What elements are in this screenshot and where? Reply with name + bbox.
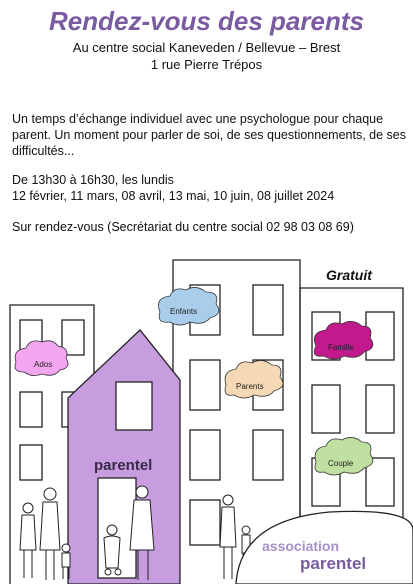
cloud-ados [15,341,68,376]
schedule [12,172,407,204]
svg-text:Couple: Couple [328,459,354,468]
address-line-2: 1 rue Pierre Trépos [150,57,263,72]
free-badge: Gratuit [326,267,372,283]
house-label: parentel [94,457,153,474]
description-paragraph: Un temps d’échange individuel avec une psychologue pour chaque parent. Un moment pour parler de soi, de ses questionnements, de ses difficultés... [12,112,406,158]
schedule-dates: 12 février, 11 mars, 08 avril, 13 mai, 10 juin, 08 juillet 2024 [12,189,335,203]
svg-text:Parents: Parents [236,382,264,391]
svg-text:Enfants: Enfants [170,307,198,316]
cloud-enfants [158,287,219,325]
svg-text:Famille: Famille [328,343,354,352]
association-parentel-logo [236,511,413,584]
schedule-time: De 13h30 à 16h30, les lundis [12,173,174,187]
poster-title: Rendez-vous des parents [49,6,364,36]
svg-text:association: association [262,538,340,554]
cloud-parents [225,360,283,398]
contact-info: Sur rendez-vous (Secrétariat du centre social 02 98 03 08 69) [12,220,354,234]
cloud-famille [314,321,373,359]
address-line-1: Au centre social Kaneveden / Bellevue – Brest [72,40,341,55]
svg-text:parentel: parentel [300,554,367,573]
cloud-couple [315,437,373,475]
buildings-illustration [0,250,413,584]
svg-text:Ados: Ados [34,360,53,369]
parentel-house [68,330,180,584]
